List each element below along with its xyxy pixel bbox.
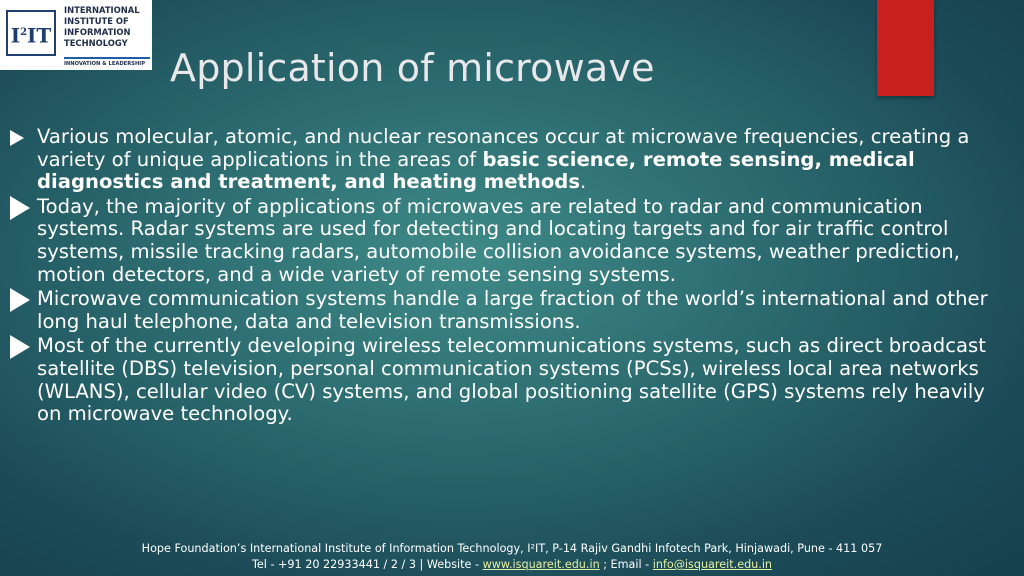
bullet-text: Microwave communication systems handle a large fraction of the world’s international and other long haul telephone, data and television transmissions. (37, 287, 988, 333)
logo-mark (6, 10, 56, 56)
email-link[interactable]: info@isquareit.edu.in (652, 558, 773, 571)
logo-line: INSTITUTE OF (64, 16, 129, 26)
logo-mark-tail: IT (27, 23, 52, 48)
logo-mark-i: I (10, 23, 21, 48)
bullet-text: Various molecular, atomic, and nuclear resonances occur at microwave frequencies, creating a variety of unique applications in the areas of (37, 125, 970, 171)
bullet-text: Most of the currently developing wireless telecommunications systems, such as direct broadcast satellite (DBS) television, personal communication systems (PCSs), wireless local area networks (WLANS), cellular video (CV) systems, and global positioning satellite (GPS) systems rely heavily on microwave technology. (37, 334, 986, 426)
slide-title: Application of microwave (170, 46, 655, 90)
bullet-bold-text: basic science, remote sensing, medical diagnostics and treatment, and heating methods (37, 147, 915, 194)
logo-line: TECHNOLOGY (64, 38, 128, 48)
bullet-item (10, 196, 1000, 286)
institute-logo (0, 0, 152, 70)
bullet-arrow-icon (10, 335, 30, 359)
logo-tagline: INNOVATION & LEADERSHIP (64, 57, 150, 67)
bullet-item (10, 288, 1000, 333)
bullet-item (10, 126, 1000, 194)
bullet-item (10, 335, 1000, 425)
bullet-text-end: . (579, 170, 587, 194)
footer-address: Hope Foundation’s International Institute of Information Technology, I²IT, P-14 Rajiv Gandhi Infotech Park, Hinjawadi, Pune - 411 057 (141, 542, 883, 555)
accent-bar (877, 0, 934, 96)
logo-line: INFORMATION (64, 27, 131, 37)
logo-mark-sup: 2 (20, 27, 28, 38)
bullet-arrow-icon (10, 288, 30, 312)
logo-text (64, 5, 150, 49)
bullet-arrow-icon (10, 196, 30, 220)
footer-contact (0, 558, 1024, 571)
footer-phone: Tel - +91 20 22933441 / 2 / 3 | Website - (251, 558, 483, 571)
bullet-list (10, 126, 1000, 428)
website-link[interactable]: www.isquareit.edu.in (482, 558, 600, 571)
bullet-text: Today, the majority of applications of microwaves are related to radar and communication systems. Radar systems are used for detecting and locating targets and for air traffic control systems, missile tracking radars, automobile collision avoidance systems, weather prediction, motion detectors, and a wide variety of remote sensing systems. (37, 194, 960, 286)
logo-line: INTERNATIONAL (64, 5, 140, 15)
footer-email-label: ; Email - (599, 558, 653, 571)
bullet-arrow-icon (10, 130, 24, 146)
